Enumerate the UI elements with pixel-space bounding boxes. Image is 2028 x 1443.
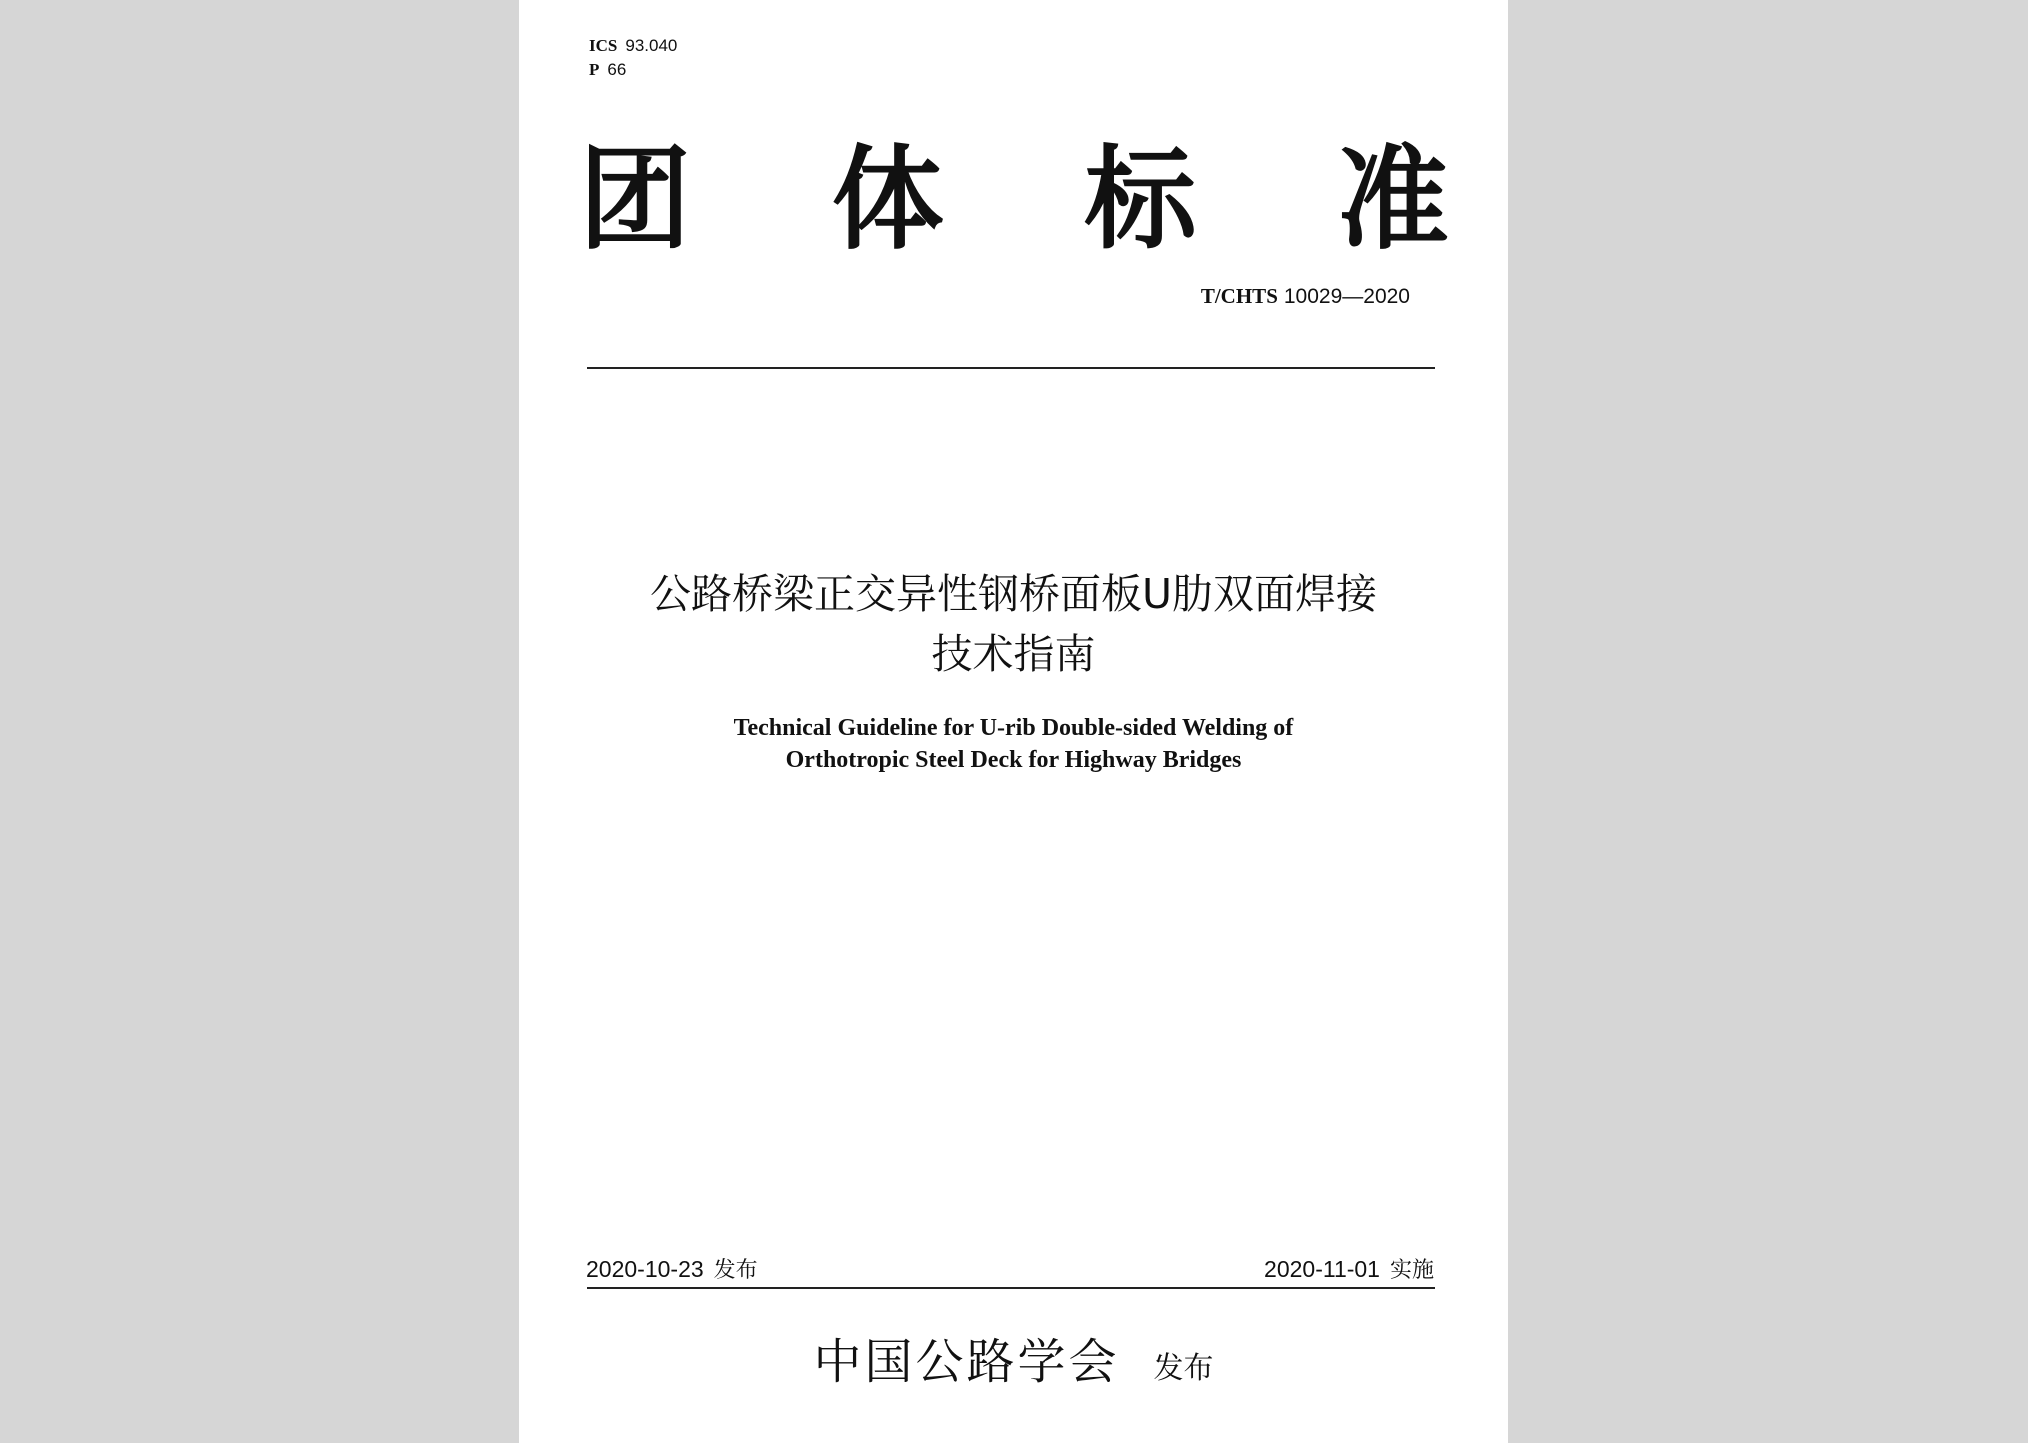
ccs-code: [589, 60, 626, 80]
ics-code: [589, 36, 677, 56]
issue-word: 发布: [713, 1258, 758, 1283]
title-cn-line1: 公路桥梁正交异性钢桥面板U肋双面焊接: [649, 570, 1377, 618]
publisher-action: 发布: [1153, 1351, 1214, 1386]
publisher-organization: 中国公路学会: [813, 1334, 1120, 1390]
issue-date-row: [586, 1255, 758, 1285]
issue-date: 2020-10-23: [586, 1256, 704, 1282]
implement-word: 实施: [1389, 1258, 1434, 1283]
standard-code: T/CHTS: [1200, 284, 1278, 308]
standard-number-value: 10029—2020: [1283, 285, 1410, 308]
standard-type-char: 团: [579, 135, 691, 265]
implement-date-row: [1264, 1255, 1434, 1285]
implement-date: 2020-11-01: [1264, 1256, 1380, 1282]
standard-type-char: 标: [1084, 135, 1197, 265]
standard-type-char: 体: [831, 135, 944, 265]
document-page: [519, 0, 1508, 1443]
ics-label: ICS: [589, 36, 618, 55]
standard-type-heading: [579, 135, 1449, 265]
title-en-line1: Technical Guideline for U-rib Double-sided Welding of: [733, 715, 1294, 741]
standard-type-char: 准: [1336, 135, 1449, 265]
top-divider: [587, 367, 1435, 369]
standard-number: [1201, 283, 1410, 310]
ics-value: 93.040: [625, 36, 678, 55]
publisher-line: [519, 1330, 1508, 1405]
bottom-divider: [587, 1287, 1435, 1289]
ccs-value: 66: [607, 60, 627, 79]
title-en-line2: Orthotropic Steel Deck for Highway Bridges: [785, 747, 1242, 773]
title-cn-line2: 技术指南: [931, 630, 1096, 678]
ccs-label: P: [589, 60, 600, 79]
